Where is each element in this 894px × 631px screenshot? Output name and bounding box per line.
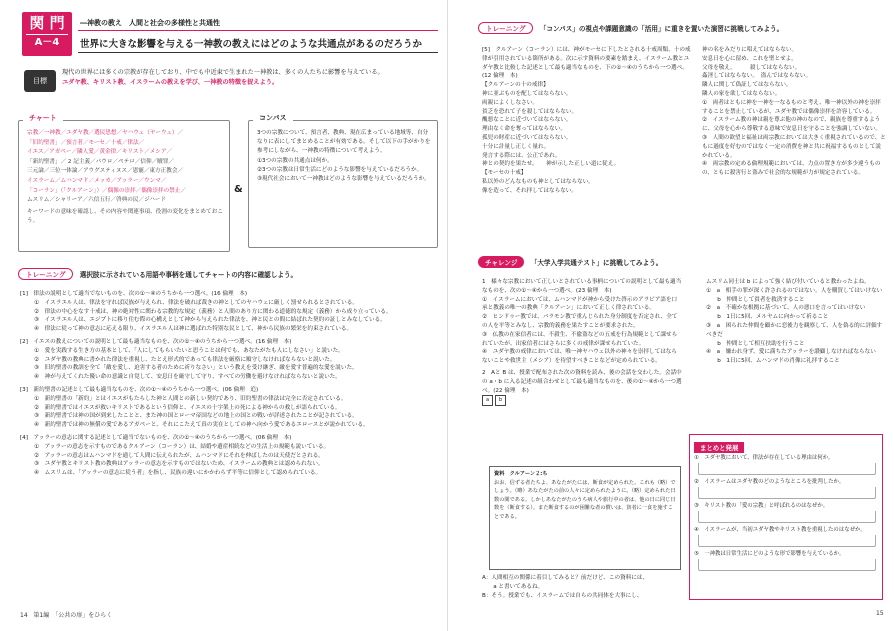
- answer-field[interactable]: [698, 463, 876, 475]
- subtitle-rule: [78, 30, 438, 31]
- keyword-line: 「新約聖書」／ 2 記主義／パウロ／ペテロ／信仰／贖罪／: [27, 158, 174, 165]
- page-title: 世界に大きな影響を与える一神教の教えにはどのような共通点があるのだろうか: [80, 39, 423, 50]
- footer-left: [20, 610, 112, 619]
- option: b 仲間として貧者を救済すること: [706, 296, 805, 303]
- question-stem: [1] 律法の説明として適当でないものを、次の①～④のうちから一つ選べ。(16 倫理 本): [20, 291, 247, 297]
- q5-list-heading: 【モーセの十戒】: [482, 170, 527, 177]
- option: ① イスラームにおいては、ムハンマドが神から受けた啓示のアラビア語を口承と教義の唯一の教典「クルアーン」において正しく律されている。: [482, 296, 678, 312]
- summary-item: ⑤ 一神教は日常生活にどのような形で影響を与えているか。: [694, 551, 845, 557]
- q5-column-1: [482, 46, 692, 196]
- source-text: おお、信ずる者たちよ、あなたがたには、断食が定められた。これも（略）でしょう。（略）あなたがたの前の人々に定められたように。（略）定められた日数の間である。しかしあなたがたのうち病人や旅行中の者は、他の日に同じ日数を（断食する）。また断食するのが困難な者の償いは、貧者に一食を施すことである。: [494, 479, 676, 520]
- goal-icon: 目標: [24, 70, 56, 92]
- option: ③ イスラエル人は、エジプトに移り住む際の心構えとして神から与えられた律法を、神と民との間に結ばれた契約の証しとみなしている。: [34, 317, 386, 324]
- option: ① 両者はともに神を一神を一なるものと考え、唯一神以外の神を崇拝することを禁止しているが、ユダヤ教では偶像崇拝を許容している。: [702, 99, 881, 115]
- keyword-line: 宗教／一神教／ユダヤ教／選民思想／ヤハウェ（ヤーウェ）／: [27, 130, 184, 136]
- dialogue-line: A：人間相互の関係に着目してみると？前だけど、この資料には、: [482, 575, 649, 581]
- option: ② ユダヤ教の教典に書かれた律法を重視し、たとえ形式的であっても律法を厳格に順守しなければならないと説いた。: [34, 356, 336, 363]
- option: ② 律法の中心をなす十戒は、神の絶対性に関わる宗教的な規定（義務）と人間のあり方に関わる道徳的な規定（義務）から成り立っている。: [34, 308, 392, 315]
- q5-line: 十分に計量し正しく量れ。: [482, 143, 550, 150]
- q5-line: 神との契約を果たせ。 神が示した正しい道に従え。: [482, 161, 620, 168]
- compass-line: ②3つの宗教は日常生活にどのような影響を与えているだろうか。: [257, 166, 423, 173]
- summary-item: ③ キリスト教の「愛の宗教」と呼ばれるのはなぜか。: [694, 503, 829, 509]
- option: ② アッラーの意志はムハンマドを通して人間に伝えられたが、ムハンマドにそれを伸ばしたのは天使だとされる。: [34, 452, 324, 459]
- summary-title: まとめと発展: [694, 442, 744, 453]
- training-label: トレーニング: [18, 268, 73, 280]
- intro-text: [62, 68, 432, 88]
- option: ② 新約聖書ではイエスが救いキリストであるという信仰と、イエスの十字架上の死による神からの救しが語られている。: [34, 404, 341, 411]
- title-rule: [78, 52, 438, 53]
- intro-line: ユダヤ教、キリスト教、イスラームの教えを学び、一神教の特徴を捉えよう。: [62, 79, 279, 86]
- keyword-line: イエス／アガペー／隣人愛／黄金律／キリスト／メシア／: [27, 149, 173, 156]
- q5-line: 父母を敬え。 殺してはならない。: [702, 64, 801, 71]
- answer-field[interactable]: [698, 559, 876, 571]
- q5-source: (12 倫理 本): [482, 73, 518, 80]
- badge-title: 関 門: [29, 14, 65, 32]
- option: ③ a 困られた仲間を顧かに恋後力を観察して、人を偽る的に評価すべきだ: [706, 322, 883, 338]
- option: ④ a 嫌われ身ず、愛に満ちたアッラーを讃顧しなければならない: [706, 349, 876, 356]
- challenge-text: 「大学入学共通テスト」に挑戦してみよう。: [530, 259, 663, 267]
- q5-line: 神に並ぶものを配してはならない。: [482, 90, 572, 97]
- compass-text: [249, 121, 437, 184]
- compass-tag: コンパス: [253, 112, 293, 124]
- question-stem: [4] アッラーの意志に関する記述として適当でないものを、次の①～④のうちから一つ選べ。(06 倫理 本): [20, 434, 292, 441]
- summary-box: [689, 434, 883, 600]
- intro-line: 現代の世界には多くの宗教が存在しており、中でも中近東で生まれた一神教は、多くの人たちに影響を与えている。: [62, 69, 384, 76]
- blank-a: a: [482, 395, 493, 406]
- option: ① 新約聖書の「新約」とはイエスがもたらした神と人間との新しい契約であり、旧約聖書の律法は完全に否定されている。: [34, 395, 347, 402]
- q5-line: 両親によくしなさい。: [482, 99, 538, 106]
- option: ② ヒンドゥー教では、バラモン教で重んじられた身分制度を否定され、全ての人を平等とみなし、宗教的義務を果たすことが要求された。: [482, 314, 678, 329]
- q5-line: 貧乏を恐れて子を殺してはならない。: [482, 108, 578, 115]
- compass-line: ①3つの宗教の共通点は何か。: [257, 157, 333, 164]
- option: ④ 神が与えてくれた優い命の意識と自覚して、安息日を厳守して守り、すべての労働を避けなければならないと説いた。: [34, 374, 341, 381]
- q2-stem: 2 Aと B は、授業で配布された次の資料を読み、後の会話を交わした。会話中の a・b に入る記述の組合わせとして最も適当なものを、後の①～④から一つ選べ。(22 倫理 本): [482, 369, 682, 394]
- blank-labels: [482, 395, 682, 406]
- dialogue: [482, 574, 682, 600]
- training-label: トレーニング: [478, 22, 533, 34]
- option: ④ 両宗教の定める倫理規範においては、力点の置き方が多少違うものの、ともに殺害行と盗みで社会的な規範が力が規定されている。: [702, 161, 881, 177]
- q5-line: 孤児の財産に近づいてはならない。: [482, 134, 572, 141]
- dialogue-line: a と書いてあるね。: [482, 583, 544, 590]
- challenge-q1: [482, 278, 682, 406]
- summary-item: ④ イスラームが、当初ユダヤ教やキリスト教を重視したのはなぜか。: [694, 527, 866, 533]
- q5-line: 私以外のどんなものも神としてはならない。: [482, 178, 594, 185]
- answer-field[interactable]: [698, 511, 876, 523]
- q5-line: 神の名をみだりに唱えてはならない。: [702, 47, 798, 53]
- option: ④ ムスリムは、「アッラーの意志に従う者」を指し、民族の違いにかかわらず平等に信仰として認められている。: [34, 470, 322, 477]
- q5-stem: [5] クルアーン（コーラン）には、神がモーセに下したとされる十戒周類、十の戒律が引用されている箇所がある。次に示す資料の要素を踏まえ、イスラーム教とユダヤ教と比較した記述として最も適当なものを、下の①～④のうちから一つ選べ。: [482, 47, 691, 71]
- q1-stem: 1 様々な宗教において正しいとされている事柄についての説明として最も適当なものを、次の①～④から一つ選べ。(23 倫理 本): [482, 279, 682, 294]
- option: ④ 新約聖書では神の無償の愛であるアガペーと、それにこたえて真の実在としての神へ向かう愛であるエロースとが説かれている。: [34, 422, 369, 429]
- option: ④ ユダヤ教の戒律においては、唯一神ヤハウェ以外の神々を崇拝してはならないことや救世主（メシア）を待望すべきことなどが定められている。: [482, 349, 677, 365]
- answer-field[interactable]: [698, 535, 876, 547]
- dialogue-line: B：そう。授業でも、イスラームでは自らの共同体を大事にし、: [482, 592, 643, 599]
- chart-keywords: [19, 121, 229, 227]
- q5-line: 安息日を心に留め、これを聖とせよ。: [702, 55, 797, 62]
- compass-line: ③現代社会において一神教はどのような影響を与えているだろうか。: [257, 176, 430, 183]
- q5-line: 像を造って、それ拝してはならない。: [482, 187, 577, 194]
- keyword-line: 「旧約聖書」／預言者／モーセ／十戒／律法／: [27, 139, 145, 146]
- answer-field[interactable]: [698, 487, 876, 499]
- q2-lead: ムスリム同士は b によって強く結び付いていると教わったよね。: [706, 279, 870, 285]
- question-stem: [3] 新約聖書の記述として最も適当なものを、次の①～④のうちから一つ選べ。(06 倫理 追): [20, 386, 259, 393]
- keyword-line: イスラーム／ムハンマド／メッカ／アッラー／ウンマ／: [27, 177, 167, 184]
- question-stem: [2] イエスの教えについての説明として最も適当なものを、次の①～④のうちから一つ選べ。(16 倫理 本): [20, 338, 292, 345]
- badge-code: A－4: [26, 34, 68, 51]
- q5-list-heading: 【クルアーンの十の戒律】: [482, 82, 549, 89]
- keyword-note: キーワードの意味を確認し、その内容や関連事項、役割の変化をまとめておこう。: [27, 208, 223, 225]
- training-header: [18, 268, 297, 280]
- compass-line: 3つの宗教について、預言者、教典、現在広まっている地域等、自分なりに表にしてまとめることが有効である。そして以下の手がかりを参考にしながら、一神教の特徴について考えよう。: [257, 130, 431, 155]
- right-page: [447, 0, 894, 631]
- section-badge: [22, 12, 72, 56]
- chart-panel: [18, 114, 230, 252]
- chart-tag: チャート: [23, 112, 63, 124]
- option: ③ 人間の欲望と福祉は両宗教においては大きく重視されているので、ともに過度を好むのではなく一定の消費を神と共に祝福するものとして説かれている。: [702, 134, 886, 159]
- challenge-q2-options: [706, 278, 884, 366]
- keyword-line: 三元論／三位一体論／アウグスティヌス／恩寵／東方正教会／: [27, 168, 184, 175]
- source-box: [489, 466, 681, 570]
- page-subtitle: ―神教の教え 人間と社会の多様性と共通性: [80, 19, 220, 27]
- q5-line: 隣人に関して偽証してはならない。: [702, 82, 792, 89]
- q5-line: 隣人の家を欲してはならない。: [702, 90, 781, 97]
- training-text: 選択肢に示されている用語や事柄を通してチャートの内容に確認しよう。: [79, 271, 298, 279]
- keyword-line: 「コーラン」（「クルアーン」）／偶像の崇拝／偶像崇拝の禁止／: [27, 187, 186, 194]
- option: ① イスラエル人は、律法を守れば民族が与えられ、律法を破れば裁きの神としてのヤハウェに厳しく罰せられるとされている。: [34, 299, 358, 306]
- source-title: 資料 クルアーン２:ち: [494, 471, 548, 477]
- summary-item: ① ユダヤ教において、律法が存在している理由は何か。: [694, 455, 834, 461]
- keyword-line: ムスリム／シャリーア／六信五行／啓典の民／ジハード: [27, 197, 167, 204]
- q5-line: 理由なく命を奪ってはならない。: [482, 126, 566, 133]
- page-number: 15: [876, 610, 884, 617]
- footer-right: [876, 610, 884, 617]
- option: ① 愛を実践する生き方の基本として、「人にしてもらいたいと思うことは何でも、あなたがたも人にしなさい」と説いた。: [34, 347, 344, 354]
- option: ③ 新約聖書では神の国が到来したことと、また神の国とローマ帝国などの地上の国との戦いが詳述されたことが記されている。: [34, 413, 358, 420]
- option: ① a 相手の罪が深く許されるのではない。人を購買してはいけない: [706, 287, 883, 294]
- challenge-label: チャレンジ: [478, 256, 524, 268]
- right-training-header: [478, 22, 783, 34]
- q5-line: 発言する際には、公正であれ。: [482, 152, 561, 159]
- q5-line: 醜悪なことに近づいてはならない。: [482, 117, 572, 124]
- option: ② a 不確かな根拠に基づいて、人の悪口を言ってはいけない: [706, 305, 866, 312]
- option: ③ 旧約聖書の教訓を全て「敵を愛し、迫害する者のために祈りなさい」という教えを受け継ぎ、敵を愛す普遍的な愛を説いた。: [34, 365, 358, 372]
- q5-column-2: [702, 46, 886, 178]
- option: ④ 律法に従って神の意志に応える限り、イスラエル人は神に選ばれた特別な民として、神から民族の繁栄を約束されている。: [34, 326, 353, 333]
- option: ③ ユダヤ教とキリスト教の教典はアッラーの意志を示すものではないため、イスラームの教典とは認められない。: [34, 461, 324, 468]
- challenge-header: [478, 256, 662, 268]
- q5-line: 姦淫してはならない。 盗んではならない。: [702, 73, 812, 80]
- question-block: [20, 290, 432, 478]
- summary-item: ② イスラームはユダヤ教のどのようなところを批判したか。: [694, 479, 845, 485]
- compass-panel: [248, 114, 438, 248]
- option: ② イスラーム教の神は親を尊ぶ他の神のなので、親族を尊重するように、父母を心から尊敬する意味で安息日を守ることを強調していない。: [702, 117, 882, 133]
- option: ③ 仏教の在家信者には、不殺生、不偸盗などの五戒を行為規範として課せられていたが、出家信者にはさらに多くの戒律が課せられていた。: [482, 331, 678, 347]
- series-title: 第1編 「公共の扉」をひらく: [33, 612, 113, 619]
- ampersand: &: [234, 184, 243, 195]
- option: ① アッラーの意志を示すものであるクルアーン（コーラン）は、結婚や遺産相続などの生活上の規範も説いている。: [34, 443, 330, 450]
- training-text: 「コンパス」の視点や課題意識の「活用」に重きを置いた演習に挑戦してみよう。: [539, 25, 784, 33]
- page-number: 14: [20, 612, 28, 619]
- option: b 1日に5回、ムハンマドの肖像に礼拝すること: [706, 358, 840, 365]
- option: b 仲間として相互扶助を行うこと: [706, 340, 805, 347]
- blank-b: b: [495, 395, 506, 406]
- option: b 1日に5回、メルヤムに向かって祈ること: [706, 314, 829, 321]
